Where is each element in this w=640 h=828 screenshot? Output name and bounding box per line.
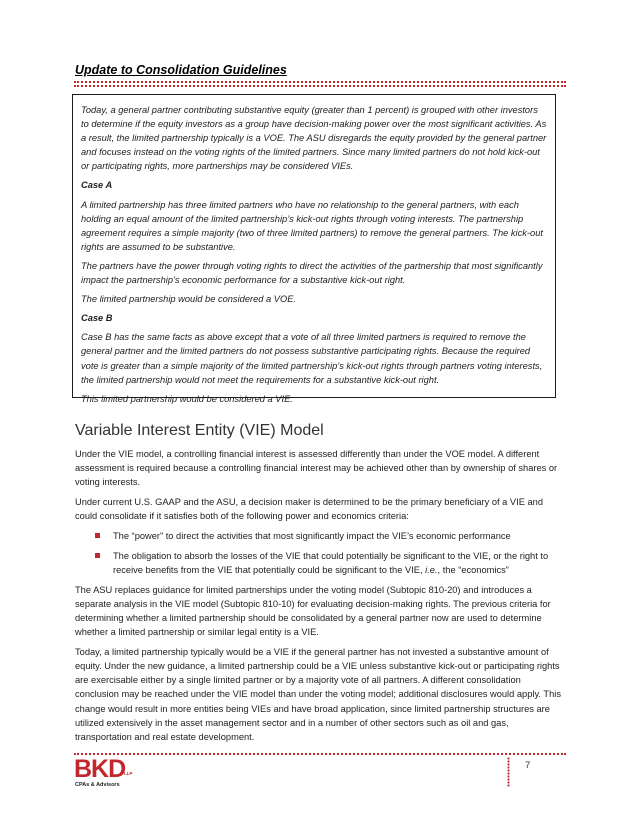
section-paragraph-4: Today, a limited partnership typically would be a VIE if the general partner has not invested a substantive amount of equity. Under the new guidance, a limited partnership could be a VIE unless substantive kick-out or participating rights are exercisable either by a single limited partner or by a majority vote of all partners. A different consolidation conclusion may be reached under the VIE model than under the voting model; additional disclosures would apply. This change would result in more entities being VIEs and have broad application, since limited partnership structures are utilized extensively in the asset management sector and in a number of other sectors such as oil and gas, transportation and real estate development. bbox=[75, 647, 561, 742]
section-title: Variable Interest Entity (VIE) Model bbox=[75, 422, 324, 439]
case-a-paragraph-2: The partners have the power through voting rights to direct the activities of the partnership that most significantly impact the partnership’s economic performance for a substantive kick-out right. bbox=[81, 260, 543, 286]
footer-vertical-dots bbox=[507, 757, 510, 787]
case-b-conclusion: This limited partnership would be considered a VIE. bbox=[81, 393, 293, 404]
section-paragraph-3: The ASU replaces guidance for limited partnerships under the voting model (Subtopic 810-20) and introduces a separate analysis in the VIE model (Subtopic 810-10) for evaluating decision-making rights. The previous criteria for determining whether a limited partnership should be consolidated by a general partner now are used to determine whether a limited partnership or similar legal entity is a VIE. bbox=[75, 584, 551, 638]
page-number: 7 bbox=[525, 760, 531, 771]
logo-llp: LLP bbox=[124, 771, 133, 776]
logo-wordmark: BKD bbox=[74, 755, 126, 783]
logo-tagline: CPAs & Advisors bbox=[75, 782, 120, 788]
criteria-list bbox=[75, 529, 563, 576]
header-title: Update to Consolidation Guidelines bbox=[75, 63, 287, 77]
case-a-heading: Case A bbox=[81, 180, 113, 191]
criteria-item-economics-ie: i.e. bbox=[425, 564, 438, 575]
callout-intro: Today, a general partner contributing substantive equity (greater than 1 percent) is grouped with other investors to determine if the equity investors as a group have decision-making power over the most significant activities. As a result, the limited partnership typically is a VOE. The ASU disregards the equity provided by the general partner and focuses instead on the voting rights of the limited partners. Since many limited partners do not hold kick-out or participating rights, more partnerships may be considered VIEs. bbox=[81, 105, 547, 172]
criteria-item-power-text: The “power” to direct the activities that most significantly impact the VIE’s economic performance bbox=[113, 531, 511, 542]
criteria-item-power bbox=[75, 529, 563, 543]
case-b-heading: Case B bbox=[81, 313, 113, 324]
section-paragraph-1: Under the VIE model, a controlling financial interest is assessed differently than under the VOE model. A different assessment is required because a controlling financial interest may be achieved other than by ownership of shares or voting interests. bbox=[75, 449, 558, 488]
case-b-paragraph-1: Case B has the same facts as above except that a vote of all three limited partners is required to remove the general partner and the limited partners do not possess substantive participating rights. Because the required vote is greater than a simple majority of the limited partnership’s kick-out rights through partners voting interests, the limited partnership would not meet the requirements for a substantive kick-out right. bbox=[81, 332, 543, 385]
criteria-item-economics-text-post: , the “economics” bbox=[437, 564, 509, 575]
square-bullet-icon bbox=[95, 533, 100, 538]
square-bullet-icon bbox=[95, 553, 100, 558]
case-a-conclusion: The limited partnership would be considered a VOE. bbox=[81, 294, 296, 305]
criteria-item-economics-text-pre: The obligation to absorb the losses of the VIE that could potentially be significant to the VIE, or the right to receive benefits from the VIE that potentially could be significant to the VIE, bbox=[113, 550, 549, 575]
header-dotted-rule bbox=[74, 81, 566, 83]
section-body bbox=[75, 447, 563, 750]
case-a-paragraph-1: A limited partnership has three limited partners who have no relationship to the general partners, with each holding an equal amount of the limited partnership’s kick-out rights through voting interests. The partnership agreement requires a simple majority (two of three limited partners) to remove the general partners. The kick-out rights are assumed to be substantive. bbox=[81, 199, 543, 252]
section-paragraph-2: Under current U.S. GAAP and the ASU, a decision maker is determined to be the primary beneficiary of a VIE and could consolidate if it satisfies both of the following power and economics criteria: bbox=[75, 497, 544, 522]
callout-box bbox=[72, 94, 556, 404]
criteria-item-economics bbox=[75, 549, 563, 577]
bkd-logo bbox=[74, 755, 134, 792]
footer-dotted-rule bbox=[74, 753, 566, 755]
header-dotted-rule-second bbox=[74, 85, 566, 87]
